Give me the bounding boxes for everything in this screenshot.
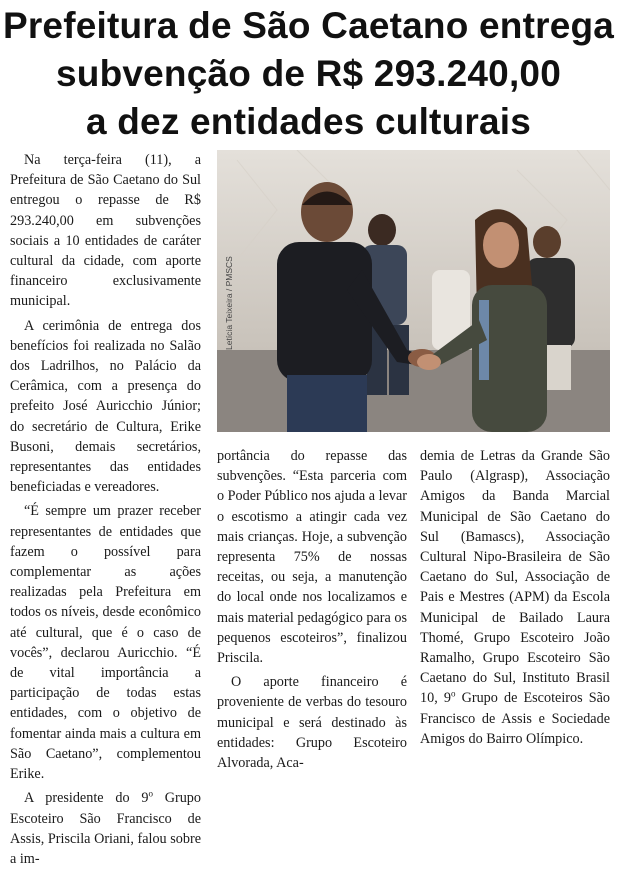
text-run: Grupo Escoteiro São Francisco de Assis, Priscila Oriani, falou sobre a im- xyxy=(10,790,201,867)
text-run: A presidente do 9 xyxy=(24,790,149,807)
paragraph xyxy=(420,446,610,749)
ordinal-sup: o xyxy=(148,788,153,799)
headline xyxy=(0,2,617,146)
headline-line-2: subvenção de R$ 293.240,00 xyxy=(56,53,561,94)
paragraph: portância do repasse das subvenções. “Esta parceria com o Poder Público nos ajuda a levar o escotismo a atingir cada vez mais crianças. Hoje, a subvenção representa 75% de nossas receitas, ou seja, a manutenção do local onde nos localizamos e mais material pedagógico para os pequenos escoteiros”, finalizou Priscila. xyxy=(217,448,407,667)
paragraph xyxy=(10,788,201,869)
ordinal-sup: o xyxy=(450,688,456,699)
paragraph: “É sempre um prazer receber representantes de entidades que fazem o possível para complementar as ações realizadas pela Prefeitura em todos os níveis, desde econômico até cultural, que é o caso de vocês”, declarou Auricchio. “É de vital importância a participação de todas estas entidades, com o objetivo de fomentar ainda mais a cultura em São Caetano”, complementou Erike. xyxy=(10,503,201,783)
text-run: demia de Letras da Grande São Paulo (Algrasp), Associação Amigos da Banda Marcial Municipal de São Caetano do Sul (Bamascs), Associação Cultural Nipo-Brasileira de São Caetano do Sul, Associação de Pais e Mestres (APM) da Escola Municipal de Bailado Laura Thomé, Grupo Escoteiro João Ramalho, Grupo Escoteiro São Caetano do Sul, Instituto Brasil 10, 9 xyxy=(420,448,610,707)
photo-illustration xyxy=(217,150,610,432)
paragraph: O aporte financeiro é proveniente de verbas do tesouro municipal e será destinado às entidades: Grupo Escoteiro Alvorada, Aca- xyxy=(217,674,407,772)
paragraph: Na terça-feira (11), a Prefeitura de São Caetano do Sul entregou o repasse de R$ 293.240,00 em subvenções sociais a 10 entidades de caráter cultural da cidade, com aporte financeiro exclusivamente municipal. xyxy=(10,152,201,310)
paragraph: A cerimônia de entrega dos benefícios foi realizada no Salão dos Ladrilhos, no Palácio da Cerâmica, com a presença do prefeito José Auricchio Júnior; do secretário de Cultura, Erike Busoni, demais secretários, representantes das entidades beneficiadas e vereadores. xyxy=(10,317,201,496)
article-column-left xyxy=(10,150,201,869)
photo-credit: Letícia Teixeira / PMSCS xyxy=(224,256,234,350)
headline-line-3: a dez entidades culturais xyxy=(85,101,532,142)
article-column-right xyxy=(420,446,610,749)
headline-line-1: Prefeitura de São Caetano entrega xyxy=(2,5,615,46)
article-photo xyxy=(217,150,610,432)
article-column-middle xyxy=(217,446,407,773)
text-run: Grupo de Escoteiros São Francisco de Assis e Sociedade Amigos do Bairro Olímpico. xyxy=(420,690,611,747)
